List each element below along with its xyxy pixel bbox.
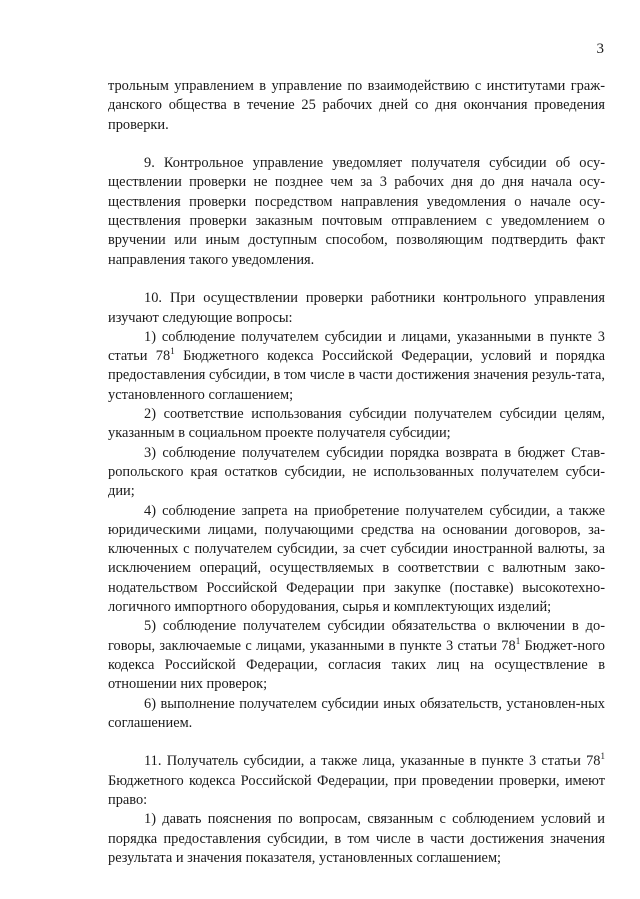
superscript: 1 (515, 635, 521, 646)
superscript: 1 (170, 346, 175, 357)
superscript: 1 (600, 751, 605, 762)
paragraph-text: Бюджетного кодекса Российской Федерации, условий и порядка предоставления субсидии, в том числе в части достижения значения резуль-тата, установленного соглашением; (108, 348, 605, 403)
paragraph-p9 (108, 154, 605, 270)
paragraph-text: 3) соблюдение получателем субсидии порядка возврата в бюджет Став-ропольского края остатков субсидии, не использованных получателем субси-дии; (108, 444, 605, 500)
paragraph-p10-2 (108, 405, 605, 444)
paragraph-text: 2) соответствие использования субсидии получателем субсидии целям, указанным в социальном проекте получателя субсидии; (108, 406, 605, 442)
paragraph-p10-6 (108, 695, 605, 734)
paragraph-text: трольным управлением в управление по взаимодействию с институтами граж-данского общества в течение 25 рабочих дней со дня окончания проведения проверки. (108, 78, 605, 133)
paragraph-text: 10. При осуществлении проверки работники контрольного управления изучают следующие вопросы: (108, 290, 605, 326)
paragraph-p-cont (108, 77, 605, 135)
paragraph-text: 1) давать пояснения по вопросам, связанным с соблюдением условий и порядка предоставления субсидии, в том числе в части достижения значения результата и значения показателя, установленных соглашением; (108, 811, 605, 866)
paragraph-p10-1 (108, 328, 605, 405)
paragraph-p10-4 (108, 502, 605, 618)
paragraph-p10-3 (108, 444, 605, 502)
paragraph-text: 1) соблюдение получателем субсидии и лицами, указанными в пункте 3 статьи 78 (108, 328, 605, 365)
paragraph-p10-5 (108, 617, 605, 694)
paragraph-text: 6) выполнение получателем субсидии иных обязательств, установлен-ных соглашением. (108, 695, 605, 731)
paragraph-text: Бюджет-ного кодекса Российской Федерации, согласия таких лиц на осуществление в отношении них проверок; (108, 637, 606, 693)
paragraph-text: 4) соблюдение запрета на приобретение получателем субсидии, а также юридическими лицами, получающими средства на основании договоров, за-ключенных с получателем субсидии, за счет субсидии иностранной валюты, за исключением операций, осуществляемых в соответствии с валютным зако-нодательством Российской Федерации при закупке (поставке) высокотехно-логичного импортного оборудования, сырья и комплектующих изделий; (108, 502, 605, 616)
paragraph-p10 (108, 289, 605, 328)
paragraph-text: 11. Получатель субсидии, а также лица, указанные в пункте 3 статьи 78 (144, 753, 601, 770)
paragraph-p11 (108, 752, 605, 810)
document-body (108, 77, 605, 868)
page-number: 3 (596, 41, 604, 57)
paragraph-text: 5) соблюдение получателем субсидии обязательства о включении в до-говоры, заключаемые с лицами, указанными в пункте 3 статьи 78 (108, 618, 605, 654)
paragraph-text: 9. Контрольное управление уведомляет получателя субсидии об осу-ществлении проверки не позднее чем за 3 рабочих дня до дня начала осу-ществления проверки посредством направления уведомления о начале осу-ществления проверки заказным почтовым отправлением с уведомлением о вручении или иным доступным способом, позволяющим подтвердить факт направления такого уведомления. (108, 155, 605, 268)
paragraph-text: Бюджетного кодекса Российской Федерации, при проведении проверки, имеют право: (108, 772, 605, 808)
paragraph-p11-1 (108, 810, 605, 868)
